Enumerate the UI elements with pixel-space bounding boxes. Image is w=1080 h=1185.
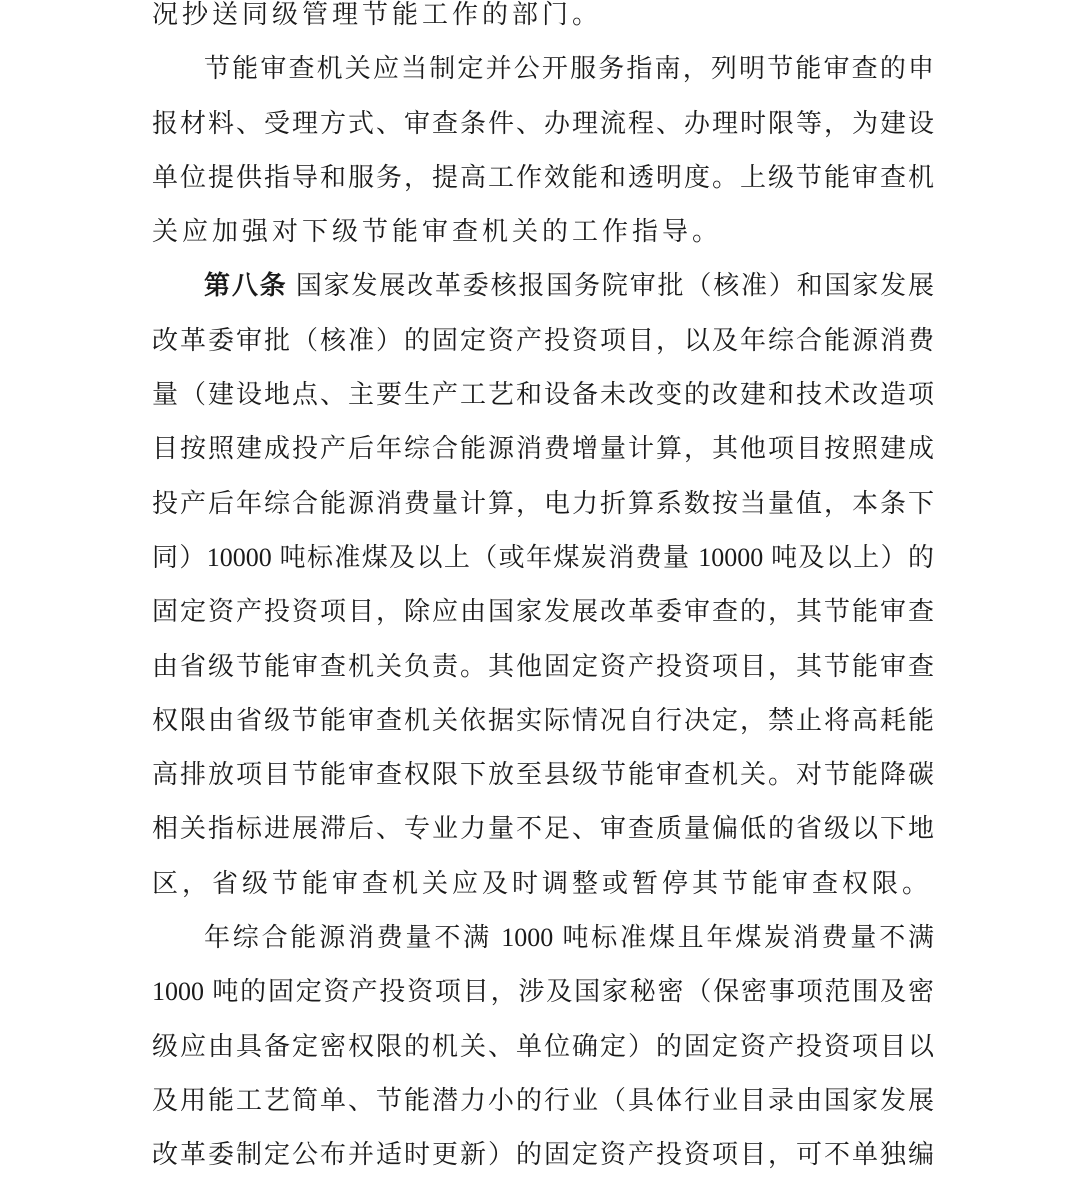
text-line: 权限由省级节能审查机关依据实际情况自行决定，禁止将高耗能 bbox=[152, 705, 934, 735]
text-line: 报材料、受理方式、审查条件、办理流程、办理时限等，为建设 bbox=[152, 108, 934, 138]
document-body bbox=[152, 0, 934, 1183]
text-line: 由省级节能审查机关负责。其他固定资产投资项目，其节能审查 bbox=[152, 651, 934, 681]
article-8-start bbox=[152, 259, 934, 313]
text-line: 高排放项目节能审查权限下放至县级节能审查机关。对节能降碳 bbox=[152, 760, 934, 790]
text-line: 级应由具备定密权限的机关、单位确定）的固定资产投资项目以 bbox=[152, 1031, 934, 1061]
text-line: 量（建设地点、主要生产工艺和设备未改变的改建和技术改造项 bbox=[152, 380, 934, 410]
text-line: 改革委审批（核准）的固定资产投资项目，以及年综合能源消费 bbox=[152, 325, 934, 355]
text-line: 相关指标进展滞后、专业力量不足、审查质量偏低的省级以下地 bbox=[152, 814, 934, 844]
paragraph-start: 节能审查机关应当制定并公开服务指南，列明节能审查的申 bbox=[204, 54, 934, 84]
text-line: 投产后年综合能源消费量计算，电力折算系数按当量值，本条下 bbox=[152, 488, 934, 518]
text-line: 目按照建成投产后年综合能源消费增量计算，其他项目按照建成 bbox=[152, 434, 934, 464]
text-line: 区，省级节能审查机关应及时调整或暂停其节能审查权限。 bbox=[152, 868, 933, 898]
text-line: 关应加强对下级节能审查机关的工作指导。 bbox=[152, 217, 723, 247]
text-line: 1000 吨的固定资产投资项目，涉及国家秘密（保密事项范围及密 bbox=[152, 977, 934, 1007]
text-line: 固定资产投资项目，除应由国家发展改革委审查的，其节能审查 bbox=[152, 597, 934, 627]
text-line: 改革委制定公布并适时更新）的固定资产投资项目，可不单独编 bbox=[152, 1140, 934, 1170]
text-line: 单位提供指导和服务，提高工作效能和透明度。上级节能审查机 bbox=[152, 162, 934, 192]
text-line: 及用能工艺简单、节能潜力小的行业（具体行业目录由国家发展 bbox=[152, 1085, 934, 1115]
text-line: 同）10000 吨标准煤及以上（或年煤炭消费量 10000 吨及以上）的 bbox=[152, 542, 934, 572]
article-heading: 第八条 bbox=[204, 271, 288, 301]
text-span: 国家发展改革委核报国务院审批（核准）和国家发展 bbox=[295, 271, 934, 301]
text-line: 况抄送同级管理节能工作的部门。 bbox=[152, 0, 603, 29]
paragraph-start: 年综合能源消费量不满 1000 吨标准煤且年煤炭消费量不满 bbox=[204, 923, 934, 953]
